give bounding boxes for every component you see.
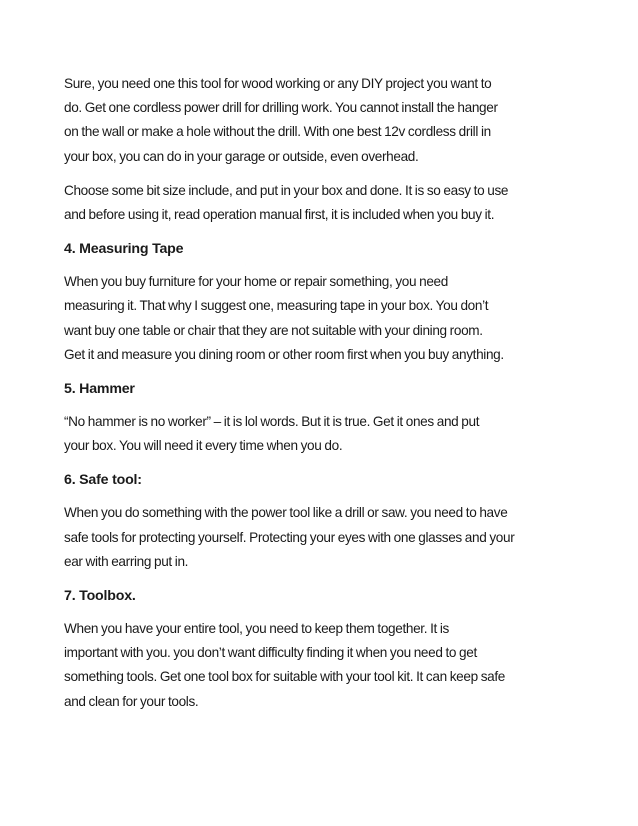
paragraph-toolbox bbox=[64, 617, 570, 714]
text-line: ear with earring put in. bbox=[64, 553, 189, 569]
paragraph-drill-intro bbox=[64, 72, 570, 169]
text-line: Sure, you need one this tool for wood working or any DIY project you want to bbox=[64, 76, 492, 91]
heading-hammer: 5. Hammer bbox=[64, 381, 135, 398]
text-line: important with you. you don’t want difficulty finding it when you need to get bbox=[64, 645, 477, 661]
text-line: and clean for your tools. bbox=[64, 693, 199, 709]
text-line: your box. You will need it every time when you do. bbox=[64, 438, 343, 454]
text-line: on the wall or make a hole without the drill. With one best 12v cordless drill in bbox=[64, 124, 491, 140]
paragraph-hammer bbox=[64, 410, 570, 458]
heading-safe-tool: 6. Safe tool: bbox=[64, 472, 142, 489]
text-line: When you have your entire tool, you need to keep them together. It is bbox=[64, 621, 449, 637]
text-line: your box, you can do in your garage or outside, even overhead. bbox=[64, 148, 419, 164]
paragraph-drill-bits bbox=[64, 179, 570, 227]
text-line: When you buy furniture for your home or repair something, you need bbox=[64, 274, 448, 290]
text-line: measuring it. That why I suggest one, measuring tape in your box. You don’t bbox=[64, 298, 489, 314]
text-line: “No hammer is no worker” – it is lol words. But it is true. Get it ones and put bbox=[64, 414, 480, 430]
text-line: When you do something with the power tool like a drill or saw. you need to have bbox=[64, 505, 508, 521]
heading-measuring-tape: 4. Measuring Tape bbox=[64, 241, 184, 258]
text-line: do. Get one cordless power drill for drilling work. You cannot install the hanger bbox=[64, 100, 498, 116]
text-line: Choose some bit size include, and put in your box and done. It is so easy to use bbox=[64, 182, 509, 198]
paragraph-measuring-tape bbox=[64, 270, 570, 367]
text-line: want buy one table or chair that they are not suitable with your dining room. bbox=[64, 322, 483, 338]
text-line: Get it and measure you dining room or other room first when you buy anything. bbox=[64, 346, 504, 362]
text-line: something tools. Get one tool box for suitable with your tool kit. It can keep safe bbox=[64, 669, 506, 685]
document-page bbox=[64, 72, 570, 724]
paragraph-safe-tool bbox=[64, 501, 570, 574]
heading-toolbox: 7. Toolbox. bbox=[64, 588, 136, 605]
text-line: safe tools for protecting yourself. Protecting your eyes with one glasses and your bbox=[64, 529, 515, 545]
text-line: and before using it, read operation manual first, it is included when you buy it. bbox=[64, 207, 495, 223]
